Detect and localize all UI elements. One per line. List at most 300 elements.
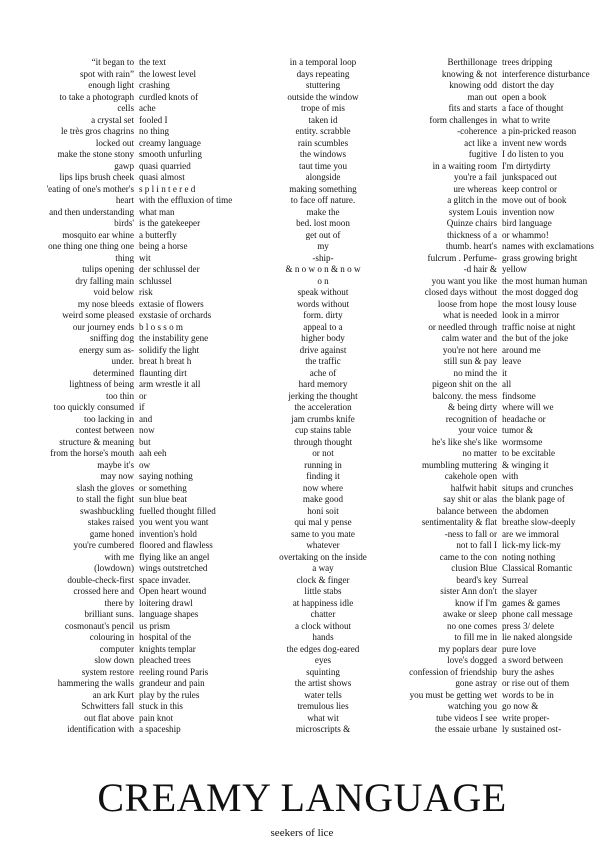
poem-line: qui mal y pense <box>294 517 352 527</box>
poem-line: open a book <box>502 91 547 102</box>
poem-line: determined <box>93 367 134 378</box>
poem-line: der schlussel der <box>139 264 200 274</box>
poem-line: a way <box>312 563 334 573</box>
poem-line: drive against <box>299 344 347 355</box>
poem-line: you're not here <box>442 344 497 355</box>
poem-line: man out <box>467 91 497 102</box>
poem-line: stuttering <box>305 80 341 90</box>
poem-line: cakehole open <box>444 471 497 481</box>
poem-line: solidify the light <box>139 344 200 355</box>
poem-line: closed days without <box>424 287 497 297</box>
poem-line: still sun & pay <box>443 356 497 366</box>
poem-line: exstasie of orchards <box>139 310 212 320</box>
poem-line: Quinze chairs <box>446 218 497 228</box>
poem-line: from the horse's mouth <box>50 448 134 458</box>
poem-line: you're cumbered <box>73 540 134 550</box>
poem-line: wormsome <box>502 436 543 447</box>
poem-line: eyes <box>314 655 332 665</box>
poem-line: under. <box>111 356 134 366</box>
poem-line: identification with <box>67 724 134 734</box>
poem-line: days repeating <box>296 68 350 79</box>
poem-line: crashing <box>139 80 170 90</box>
poem-line: in a temporal loop <box>289 57 357 67</box>
poem-line: a crystal set <box>91 114 134 125</box>
poem-line: the text <box>139 57 167 67</box>
poem-line: beard's key <box>456 574 497 585</box>
poem-line: and <box>139 413 153 424</box>
poem-line: to stall the fight <box>76 494 134 504</box>
poem-line: look in a mirror <box>502 310 560 320</box>
poem-line: or needled through <box>428 321 497 332</box>
poem-line: gone astray <box>455 678 497 688</box>
poem-line: all <box>502 379 512 389</box>
poem-line: 'eating of one's mother's <box>46 183 134 194</box>
poem-line: stuck in this <box>139 701 183 711</box>
poem-line: thickness of a <box>446 229 497 240</box>
poem-line: he's like she's like <box>431 436 497 447</box>
poem-line: watching you <box>447 701 497 711</box>
poem-line: the abdomen <box>502 505 549 516</box>
poem-line: leave <box>502 356 522 366</box>
poem-line: flaunting dirt <box>139 367 187 378</box>
poem-line: if <box>139 402 145 412</box>
poem-line: a clock without <box>294 620 352 631</box>
poem-line: thumb. heart's <box>445 241 497 251</box>
poem-line: keep control or <box>502 183 558 194</box>
poem-line: tulips opening <box>82 264 134 274</box>
poem-line: no matter <box>462 448 497 458</box>
poem-line: to be excitable <box>502 448 556 458</box>
poem-line: the blank page of <box>502 494 565 504</box>
poem-line: my poplars dear <box>438 643 497 654</box>
poem-column-2 <box>139 57 251 736</box>
poem-line: hard memory <box>298 379 348 389</box>
poem-line: heart <box>115 195 134 205</box>
poem-line: to face off nature. <box>290 195 356 205</box>
poem-line: a pin-pricked reason <box>502 126 577 136</box>
poem-line: bury the ashes <box>502 666 555 677</box>
poem-line: too thin <box>105 390 134 401</box>
poem-column-1 <box>12 57 134 736</box>
poem-line: fugitive <box>468 149 497 159</box>
poem-line: appeal to a <box>303 321 343 332</box>
poem-line: bird language <box>502 218 552 228</box>
poem-line: trees dripping <box>502 57 553 67</box>
poem-line: fits and starts <box>448 103 497 113</box>
poem-line: say shit or alas <box>443 494 497 504</box>
poem-line: lie naked alongside <box>502 632 573 642</box>
poem-line: love's dogged <box>447 655 497 665</box>
poem-line: make good <box>302 494 344 504</box>
poem-line: games & games <box>502 597 561 608</box>
poem-line: enough light <box>88 80 134 90</box>
poem-line: slash the gloves <box>76 482 134 493</box>
poem-line: my <box>317 241 329 251</box>
poem-line: mumbling muttering <box>421 459 497 470</box>
poem-line: creamy language <box>139 137 201 148</box>
poem-line: or something <box>139 482 187 493</box>
poem-line: balcony. the mess <box>432 390 497 401</box>
poem-line: confession of friendship <box>409 666 497 677</box>
poem-line: the slayer <box>502 586 538 596</box>
poem-line: are we immoral <box>502 528 560 539</box>
poem-line: to take a photograph <box>59 91 134 102</box>
poem-line: know if I'm <box>454 597 497 608</box>
poem-line: & being dirty <box>448 402 497 412</box>
poem-line: what is needed <box>442 310 497 320</box>
poem-line: locked out <box>95 137 134 148</box>
poem-line: ure whereas <box>453 183 497 194</box>
poem-line: invention now <box>502 206 555 217</box>
poem-line: halfwit habit <box>450 482 497 493</box>
poem-line: calm water and <box>441 333 497 343</box>
poem-line: energy sum as- <box>79 344 134 355</box>
poem-line: -coherence <box>457 126 497 136</box>
poem-line: I do listen to you <box>502 149 564 159</box>
poem-line: water tells <box>304 689 342 700</box>
poem-line: loose from hope <box>437 298 497 309</box>
poem-line: rain scumbles <box>297 137 349 148</box>
poem-line: one thing one thing one <box>48 241 134 251</box>
poem-line: the windows <box>299 149 347 159</box>
poem-line: maybe it's <box>97 459 134 470</box>
poem-line: form. dirty <box>303 310 343 320</box>
poem-line: you went you want <box>139 517 209 527</box>
poem-line: grass growing bright <box>502 252 578 263</box>
poem-line: sentimentality & flat <box>421 517 497 527</box>
poem-line: make the <box>306 206 340 217</box>
poem-line: floored and flawless <box>139 540 213 550</box>
poem-line: fuelled thought filled <box>139 505 216 516</box>
poem-line: invention's hold <box>139 528 197 539</box>
poem-line: go now & <box>502 701 539 711</box>
poem-line: contest between <box>75 425 134 435</box>
poem-line: through thought <box>293 436 353 447</box>
poem-line: ache of <box>309 367 337 378</box>
poem-line: reeling round Paris <box>139 666 209 677</box>
poem-line: came to the con <box>439 551 497 562</box>
poem-line: smooth unfurling <box>139 149 202 159</box>
poem-line: not to fall I <box>456 540 497 550</box>
poem-line: hands <box>312 632 334 642</box>
poem-line: clusion Blue <box>451 563 497 573</box>
poem-line: tube videos I see <box>436 712 497 723</box>
poem-line: you must be getting wet <box>409 689 497 700</box>
poem-line: I'm dirtydirty <box>502 160 551 171</box>
poem-line: system Louis <box>448 206 497 217</box>
poem-line: grandeur and pain <box>139 678 205 688</box>
poem-line: lips lips brush cheek <box>59 172 134 182</box>
poem-line: wit <box>139 252 151 263</box>
poem-line: words without <box>296 298 350 309</box>
poem-line: junkspaced out <box>502 172 557 182</box>
poem-line: the instability gene <box>139 333 209 343</box>
poem-line: situps and crunches <box>502 482 574 493</box>
poem-line: lick-my lick-my <box>502 540 561 550</box>
poem-line: cup stains table <box>294 425 352 435</box>
poem-line: chatter <box>310 609 336 619</box>
poem-line: -ness to fall or <box>444 528 497 539</box>
poem-line: game honed <box>89 528 134 539</box>
poem-line: wings outstretched <box>139 563 208 573</box>
poem-line: speak without <box>297 287 349 297</box>
poem-line: the artist shows <box>294 678 352 688</box>
poem-line: move out of book <box>502 195 567 205</box>
poem-line: quasi almost <box>139 172 185 182</box>
poem-line: awake or sleep <box>442 609 497 619</box>
poem-column-5 <box>502 57 600 736</box>
poem-line: the but of the joke <box>502 333 569 343</box>
poem-line: a face of thought <box>502 103 564 113</box>
poem-line: play by the rules <box>139 689 200 700</box>
poem-line: no one comes <box>446 620 497 631</box>
poem-line: gawp <box>114 160 134 171</box>
poem-line: no thing <box>139 126 170 136</box>
poem-line: space invader. <box>139 574 191 585</box>
poem-line: or whammo! <box>502 229 549 240</box>
poem-line: flying like an angel <box>139 551 210 562</box>
poem-line: may now <box>100 471 134 481</box>
poem-line: Schwitters fall <box>81 701 134 711</box>
poem-line: ache <box>139 103 156 113</box>
poem-line: overtaking on the inside <box>279 551 367 562</box>
poem-line: a sword between <box>502 655 564 665</box>
poem-line: brilliant suns. <box>84 609 134 619</box>
poem-line: make the stone stony <box>57 149 134 159</box>
poem-line: structure & meaning <box>59 436 134 447</box>
poem-line: jam crumbs knife <box>291 413 355 424</box>
poem-line: you want you like <box>431 275 497 286</box>
poem-line: now where <box>302 482 344 493</box>
poem-line: “it began to <box>91 57 134 67</box>
poem-line: what wit <box>307 712 339 723</box>
poem-line: a butterfly <box>139 229 177 240</box>
poem-title: CREAMY LANGUAGE <box>97 775 507 820</box>
poem-line: the lowest level <box>139 68 197 79</box>
poem-line: a spaceship <box>139 724 181 734</box>
poem-line: sun blue beat <box>139 494 187 504</box>
poem-line: aah eeh <box>139 448 167 458</box>
poem-line: pleached trees <box>139 655 191 665</box>
poem-line: computer <box>99 643 134 654</box>
poem-line: us prism <box>139 620 171 631</box>
poem-line: cells <box>117 103 134 113</box>
poem-line: crossed here and <box>73 586 134 596</box>
poem-line: entity. scrabble <box>295 126 351 136</box>
poem-line: with the effluxion of time <box>139 195 233 205</box>
poem-line: names with exclamations <box>502 241 594 251</box>
poem-line: knights templar <box>139 643 196 654</box>
poem-line: schlussel <box>139 275 172 286</box>
poem-line: or <box>139 390 147 401</box>
poem-line: fooled I <box>139 114 168 125</box>
poem-line: Classical Romantic <box>502 563 573 573</box>
poem-line: ly sustained ost- <box>502 724 562 734</box>
poem-line: balance between <box>436 505 497 516</box>
poem-line: -d hair & <box>463 264 497 274</box>
poem-line: and then understanding <box>49 206 134 217</box>
poem-line: you're a fail <box>453 172 497 182</box>
poem-line: no mind the <box>453 367 497 378</box>
poem-subtitle: seekers of lice <box>270 827 334 839</box>
poem-line: & winging it <box>502 459 549 470</box>
poem-line: stakes raised <box>87 517 134 527</box>
poem-line: with me <box>104 551 134 562</box>
poem-line: distort the day <box>502 80 555 90</box>
poem-line: your voice <box>458 425 497 435</box>
poem-line: the essaie urbane <box>434 724 497 734</box>
poem-line: microscripts & <box>295 724 351 734</box>
poem-line: clock & finger <box>296 574 350 585</box>
poem-line: being a horse <box>139 241 188 251</box>
poem-line: headache or <box>502 413 546 424</box>
poem-line: our journey ends <box>72 321 134 332</box>
poem-line: tumor & <box>502 425 534 435</box>
poem-line: colouring in <box>89 632 134 642</box>
poem-line: a glitch in the <box>447 195 497 205</box>
poem-line: extasie of flowers <box>139 298 204 309</box>
poem-line: write proper- <box>502 712 550 723</box>
poem-line: around me <box>502 344 541 355</box>
poem-line: interference disturbance <box>502 68 590 79</box>
poem-line: where will we <box>502 402 554 412</box>
poem-line: system restore <box>81 666 134 677</box>
poem-line: squinting <box>306 666 340 677</box>
poem-line: mosquito ear whine <box>62 229 134 240</box>
poem-line: (lowdown) <box>94 563 134 573</box>
poem-line: curdled knots of <box>139 91 199 102</box>
poem-line: fulcrum . Perfume- <box>427 252 497 263</box>
poem-line: recognition of <box>445 413 497 424</box>
poem-line: noting nothing <box>502 551 556 562</box>
poem-line: yellow <box>502 264 527 274</box>
poem-line: tremulous lies <box>297 701 349 711</box>
poem-line: same to you mate <box>291 528 355 539</box>
poem-line: sister Ann don't <box>440 586 497 596</box>
poem-line: the most human human <box>502 275 588 286</box>
poem-line: out flat above <box>84 712 134 723</box>
poem-line: or not <box>312 448 334 458</box>
poem-line: pure love <box>502 643 537 654</box>
poem-line: too lacking in <box>83 413 134 424</box>
poem-line: pain knot <box>139 712 174 723</box>
poem-line: to fill me in <box>454 632 497 642</box>
poem-line: too quickly consumed <box>53 402 134 412</box>
poem-line: o n <box>317 275 329 286</box>
poem-line: ow <box>139 459 151 470</box>
poem-line: lightness of being <box>69 379 134 389</box>
poem-line: higher body <box>301 333 345 343</box>
poem-line: -ship- <box>312 252 334 263</box>
poem-line: there by <box>104 597 134 608</box>
poem-line: the most dogged dog <box>502 287 579 297</box>
poem-line: alongside <box>305 172 341 182</box>
poem-line: whatever <box>306 540 340 550</box>
poem-line: outside the window <box>287 91 359 102</box>
poem-line: or rise out of them <box>502 678 570 688</box>
poem-line: saying nothing <box>139 471 193 481</box>
poem-line: press 3/ delete <box>502 620 555 631</box>
poem-line: breathe slow-deeply <box>502 517 576 527</box>
poem-line: weird some pleased <box>62 310 134 320</box>
poem-column-4 <box>394 57 497 736</box>
poem-line: is the gatekeeper <box>139 218 201 228</box>
poem-line: cosmonaut's pencil <box>64 620 134 631</box>
poem-line: now <box>139 425 155 435</box>
poem-line: birds' <box>114 218 134 228</box>
poem-line: Open heart wound <box>139 586 207 596</box>
poem-line: the edges dog-eared <box>286 643 360 654</box>
poem-line: but <box>139 436 151 447</box>
poem-line: Berthillonage <box>447 57 497 67</box>
poem-line: Surreal <box>502 574 529 585</box>
poem-line: swashbuckling <box>79 505 134 516</box>
poem-line: honi soit <box>307 505 339 516</box>
poem-line: taken id <box>308 114 338 125</box>
poem-line: findsome <box>502 390 536 401</box>
poem-line: double-check-first <box>67 574 134 585</box>
poem-line: at happiness idle <box>292 597 354 608</box>
poem-line: dry falling main <box>75 275 134 286</box>
poem-line: quasi quarried <box>139 160 191 171</box>
poem-line: in a waiting room <box>432 160 497 171</box>
poem-line: knowing odd <box>449 80 497 90</box>
poem-line: invent new words <box>502 137 567 148</box>
poem-line: hospital of the <box>139 632 192 642</box>
poem-line: jerking the thought <box>288 390 358 401</box>
poem-line: slow down <box>94 655 134 665</box>
poem-line: the most lousy louse <box>502 298 577 309</box>
poem-line: & n o w o n & n o w <box>285 264 361 274</box>
poem-line: le très gros chagrins <box>61 126 134 136</box>
poem-line: running in <box>304 459 342 470</box>
poem-line: loitering drawl <box>139 597 193 608</box>
poem-line: language shapes <box>139 609 199 619</box>
poem-line: act like a <box>464 137 497 148</box>
poem-line: words to be in <box>502 689 554 700</box>
poem-line: traffic noise at night <box>502 321 576 332</box>
poem-line: what to write <box>502 114 550 125</box>
poem-line: trope of mis <box>301 103 345 113</box>
poem-line: with <box>502 471 519 481</box>
poem-line: taut time you <box>299 160 347 171</box>
poem-line: void below <box>93 287 134 297</box>
poem-line: pigeon shit on the <box>432 379 497 389</box>
poem-line: finding it <box>306 471 340 481</box>
poem-line: thing <box>115 252 134 263</box>
poem-line: form challenges in <box>429 114 497 125</box>
poem-line: what man <box>139 206 175 217</box>
poem-line: knowing & not <box>441 68 497 79</box>
poem-column-3 <box>258 57 388 736</box>
poem-line: s p l i n t e r e d <box>139 183 196 194</box>
poem-line: little stabs <box>304 586 342 596</box>
poem-line: sniffing dog <box>89 333 134 343</box>
poem-line: get out of <box>305 229 341 240</box>
poem-line: bed. lost moon <box>296 218 350 228</box>
poem-line: spot with rain” <box>79 68 134 79</box>
poem-line: it <box>502 367 508 378</box>
poem-line: hammering the walls <box>57 678 134 688</box>
poem-line: breat h breat h <box>139 356 192 366</box>
poem-line: arm wrestle it all <box>139 379 201 389</box>
poem-line: making something <box>289 183 357 194</box>
poem-line: the acceleration <box>294 402 352 412</box>
poem-line: my nose bleeds <box>77 298 134 309</box>
poem-line: phone call message <box>502 609 573 619</box>
poem-line: b l o s s o m <box>139 321 183 332</box>
poem-line: an ark Kurt <box>92 689 134 700</box>
